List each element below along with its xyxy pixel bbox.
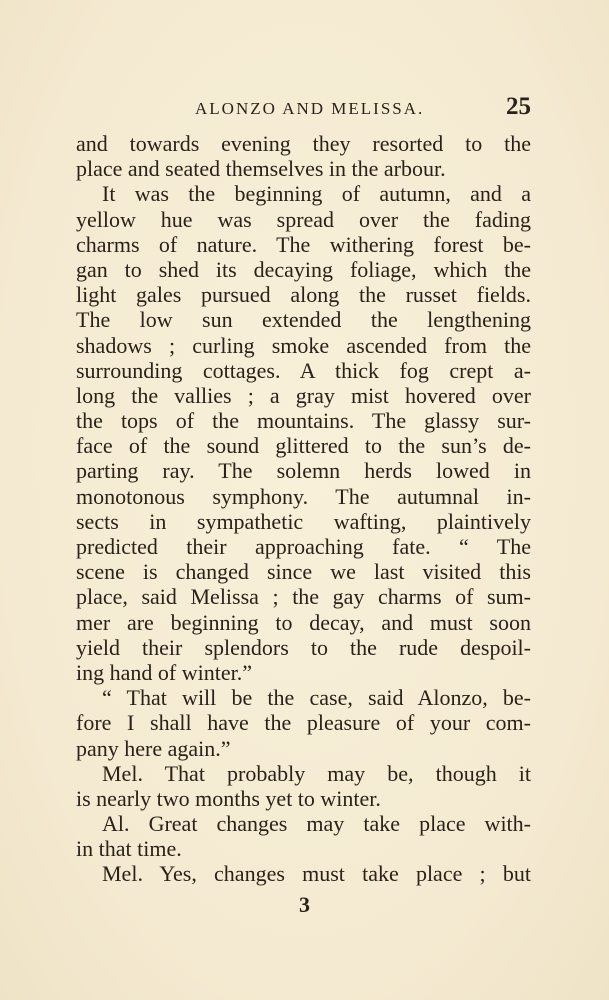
text-line: surrounding cottages. A thick fog crept a- xyxy=(76,357,531,383)
text-line: Mel. Yes, changes must take place ; but xyxy=(102,861,531,887)
text-line: The low sun extended the lengthening xyxy=(76,307,531,333)
text-line: It was the beginning of autumn, and a xyxy=(102,181,531,207)
text-line: parting ray. The solemn herds lowed in xyxy=(76,458,531,484)
text-line: long the vallies ; a gray mist hovered over xyxy=(76,382,531,408)
text-line: Al. Great changes may take place with- xyxy=(102,811,531,837)
page-number: 25 xyxy=(506,93,531,120)
text-line: Mel. That probably may be, though it xyxy=(102,760,531,786)
text-line: charms of nature. The withering forest be- xyxy=(76,231,531,257)
text-line: scene is changed since we last visited this xyxy=(76,559,531,585)
text-line: face of the sound glittered to the sun’s de- xyxy=(76,433,531,459)
text-line: sects in sympathetic wafting, plaintively xyxy=(76,508,531,534)
text-line: pany here again.” xyxy=(76,735,231,761)
text-line: is nearly two months yet to winter. xyxy=(76,785,381,811)
text-line: yellow hue was spread over the fading xyxy=(76,206,531,232)
text-line: fore I shall have the pleasure of your com- xyxy=(76,710,531,736)
text-line: in that time. xyxy=(76,836,182,862)
text-line: place and seated themselves in the arbour. xyxy=(76,156,446,182)
text-line: ing hand of winter.” xyxy=(76,659,252,685)
text-line: light gales pursued along the russet fields. xyxy=(76,282,531,308)
signature-mark: 3 xyxy=(299,892,310,917)
text-line: and towards evening they resorted to the xyxy=(76,131,531,156)
text-line: “ That will be the case, said Alonzo, be- xyxy=(102,685,531,711)
text-line: mer are beginning to decay, and must soon xyxy=(76,609,531,635)
body-text xyxy=(76,131,531,887)
running-title: ALONZO AND MELISSA. xyxy=(195,99,425,118)
text-line: shadows ; curling smoke ascended from the xyxy=(76,332,531,358)
text-line: monotonous symphony. The autumnal in- xyxy=(76,483,531,509)
text-line: yield their splendors to the rude despoil- xyxy=(76,634,531,660)
text-line: place, said Melissa ; the gay charms of sum- xyxy=(76,584,531,610)
page-header xyxy=(76,93,531,123)
text-line: predicted their approaching fate. “ The xyxy=(76,534,531,559)
text-line: the tops of the mountains. The glassy sur- xyxy=(76,408,531,434)
text-line: gan to shed its decaying foliage, which the xyxy=(76,256,531,282)
